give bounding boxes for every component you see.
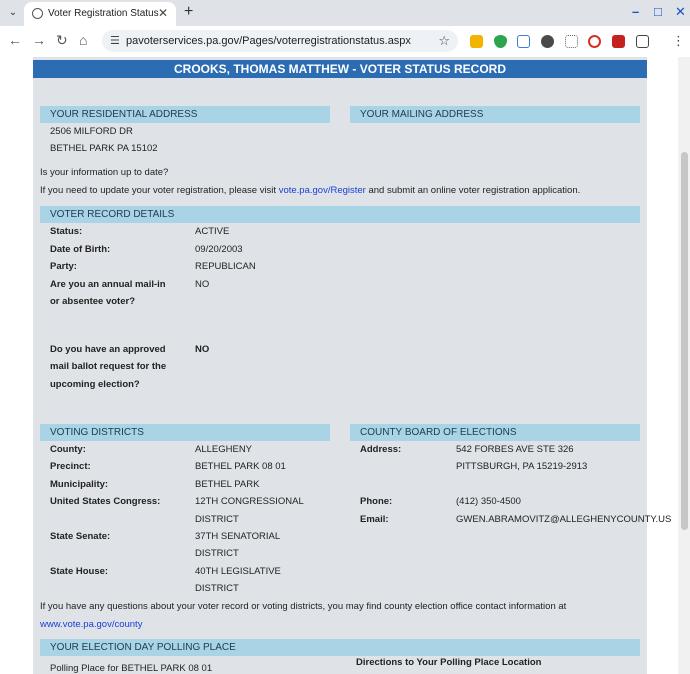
shield-extension-icon[interactable] xyxy=(494,35,507,48)
page-title: CROOKS, THOMAS MATTHEW - VOTER STATUS RECORD xyxy=(33,60,647,78)
dob-value: 09/20/2003 xyxy=(195,244,243,255)
register-link[interactable]: vote.pa.gov/Register xyxy=(278,185,366,196)
board-address-1: 542 FORBES AVE STE 326 xyxy=(456,444,574,455)
residential-line-2: BETHEL PARK PA 15102 xyxy=(50,143,158,154)
mailin-label-1: Are you an annual mail-in xyxy=(50,279,166,290)
ballot-label-1: Do you have an approved xyxy=(50,344,166,355)
board-phone-label: Phone: xyxy=(360,496,393,507)
address-bar[interactable] xyxy=(102,30,458,52)
house-value-2: DISTRICT xyxy=(195,583,239,594)
forward-icon[interactable]: → xyxy=(32,32,46,48)
polling-directions-heading: Directions to Your Polling Place Location xyxy=(356,657,542,668)
pdf-extension-icon[interactable] xyxy=(612,35,625,48)
reload-icon[interactable]: ↻ xyxy=(56,32,68,48)
board-address-label: Address: xyxy=(360,444,402,455)
congress-value-2: DISTRICT xyxy=(195,514,239,525)
ballot-label-3: upcoming election? xyxy=(50,379,140,390)
close-icon[interactable]: ✕ xyxy=(157,6,168,20)
precinct-label: Precinct: xyxy=(50,461,91,472)
mailing-address-header: YOUR MAILING ADDRESS xyxy=(350,106,640,123)
new-tab-icon[interactable]: + xyxy=(184,3,194,20)
tab-strip xyxy=(0,0,690,26)
senate-label: State Senate: xyxy=(50,531,111,542)
voter-record-header: VOTER RECORD DETAILS xyxy=(40,206,640,223)
utc-extension-icon[interactable] xyxy=(565,35,578,48)
up-to-date-question: Is your information up to date? xyxy=(40,167,169,178)
residential-address-header: YOUR RESIDENTIAL ADDRESS xyxy=(40,106,330,123)
maximize-icon[interactable]: □ xyxy=(654,4,662,19)
minimize-icon[interactable]: – xyxy=(632,4,640,19)
cookie-extension-icon[interactable] xyxy=(541,35,554,48)
county-label: County: xyxy=(50,444,86,455)
senate-value-1: 37TH SENATORIAL xyxy=(195,531,281,542)
page-viewport xyxy=(0,57,678,674)
back-icon[interactable]: ← xyxy=(8,32,22,48)
dob-label: Date of Birth: xyxy=(50,244,111,255)
bookmark-star-icon[interactable]: ☆ xyxy=(438,33,450,48)
board-address-2: PITTSBURGH, PA 15219-2913 xyxy=(456,461,588,472)
scrollbar[interactable] xyxy=(678,57,690,674)
globe-icon xyxy=(32,8,43,19)
residential-line-1: 2506 MILFORD DR xyxy=(50,126,133,137)
board-email-label: Email: xyxy=(360,514,389,525)
county-link[interactable]: www.vote.pa.gov/county xyxy=(40,619,143,630)
update-instructions xyxy=(40,185,580,196)
party-value: REPUBLICAN xyxy=(195,261,256,272)
senate-value-2: DISTRICT xyxy=(195,548,239,559)
questions-text: If you have any questions about your voter record or voting districts, you may find county election office contact information at xyxy=(40,601,567,612)
close-window-icon[interactable]: ✕ xyxy=(675,4,686,19)
tab-search-icon[interactable]: ⌄ xyxy=(8,7,18,18)
congress-label: United States Congress: xyxy=(50,496,161,507)
mailin-label-2: or absentee voter? xyxy=(50,296,135,307)
municipality-value: BETHEL PARK xyxy=(195,479,260,490)
board-email-value: GWEN.ABRAMOVITZ@ALLEGHENYCOUNTY.US xyxy=(456,514,672,525)
update-text-before: If you need to update your voter registration, please visit xyxy=(40,185,277,196)
ballot-label-2: mail ballot request for the xyxy=(50,361,167,372)
precinct-value: BETHEL PARK 08 01 xyxy=(195,461,286,472)
municipality-label: Municipality: xyxy=(50,479,109,490)
house-value-1: 40TH LEGISLATIVE xyxy=(195,566,281,577)
puzzle-extensions-icon[interactable] xyxy=(636,35,649,48)
tab-voter-registration[interactable] xyxy=(24,2,176,26)
polling-place-header: YOUR ELECTION DAY POLLING PLACE xyxy=(40,639,640,656)
scrollbar-thumb[interactable] xyxy=(681,152,688,530)
polling-place-name: Polling Place for BETHEL PARK 08 01 xyxy=(50,663,213,674)
calendar-extension-icon[interactable] xyxy=(517,35,530,48)
extension-icon[interactable] xyxy=(470,35,483,48)
status-label: Status: xyxy=(50,226,83,237)
toolbar xyxy=(0,26,690,58)
mailin-value: NO xyxy=(195,279,210,290)
ballot-value: NO xyxy=(195,344,210,355)
url-text: pavoterservices.pa.gov/Pages/voterregistrationstatus.aspx xyxy=(126,35,411,47)
block-extension-icon[interactable] xyxy=(588,35,601,48)
county-board-header: COUNTY BOARD OF ELECTIONS xyxy=(350,424,640,441)
board-phone-value: (412) 350-4500 xyxy=(456,496,521,507)
update-text-after: and submit an online voter registration application. xyxy=(368,185,581,196)
menu-icon[interactable]: ⋮ xyxy=(672,33,685,48)
home-icon[interactable]: ⌂ xyxy=(79,32,88,48)
site-info-icon[interactable]: ☰ xyxy=(110,35,120,47)
county-value: ALLEGHENY xyxy=(195,444,253,455)
tab-title: Voter Registration Status xyxy=(48,8,159,19)
congress-value-1: 12TH CONGRESSIONAL xyxy=(195,496,304,507)
status-value: ACTIVE xyxy=(195,226,230,237)
party-label: Party: xyxy=(50,261,77,272)
voting-districts-header: VOTING DISTRICTS xyxy=(40,424,330,441)
house-label: State House: xyxy=(50,566,109,577)
